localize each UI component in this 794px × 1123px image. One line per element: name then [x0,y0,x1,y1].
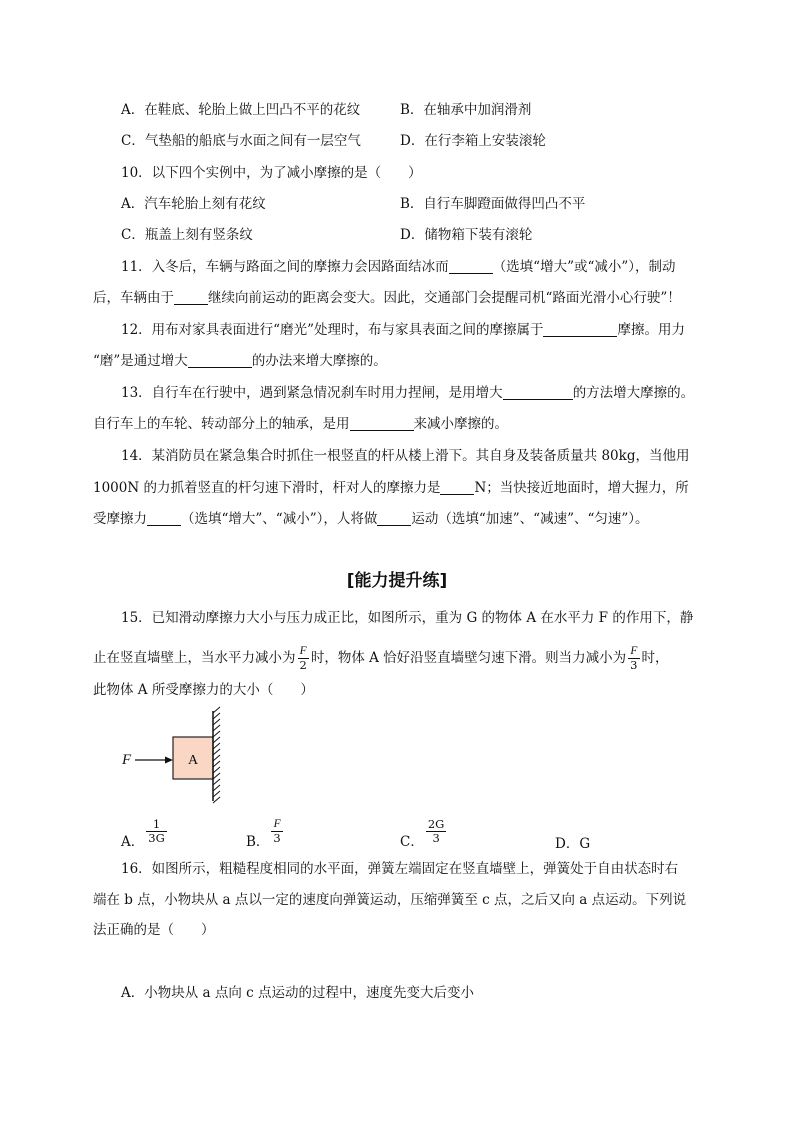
q14-blank-3[interactable] [377,511,411,526]
q15-option-c-fraction [426,818,447,845]
q11-blank-2[interactable] [174,290,208,305]
q14-text-5: （选填“增大”、“减小”），人将做 [181,511,378,527]
fraction-numerator: F [628,645,639,659]
q14-blank-2[interactable] [147,511,181,526]
q12-line2 [93,352,387,370]
q14-line1: 14．某消防员在紧急集合时抓住一根竖直的杆从楼上滑下。其自身及装备质量共 80kg，当他用 [121,448,690,464]
q15-line2 [93,638,669,678]
q12-line1 [121,321,685,339]
fraction-numerator: 2G [427,816,445,831]
q11-blank-1[interactable] [449,259,493,274]
q13-text-2: 的方法增大摩擦的。 [572,385,695,401]
q15-line3: 此物体 A 所受摩擦力的大小（ ） [93,682,314,698]
q9-option-a: A．在鞋底、轮胎上做上凹凸不平的花纹 [121,102,361,118]
fraction-numerator: F [298,645,309,659]
q16-line3: 法正确的是（ ） [93,922,215,938]
q15-option-a[interactable] [121,812,169,850]
q10-option-c: C．瓶盖上刻有竖条纹 [121,227,253,243]
fraction-denominator: 3 [630,658,638,672]
q12-text-4: 的办法来增大摩擦的。 [251,353,387,369]
q14-text-2: 1000N 的力抓着竖直的杆匀速下滑时，杆对人的摩擦力是 [93,480,441,496]
q12-blank-1[interactable] [543,322,617,337]
q13-blank-1[interactable] [503,385,573,400]
option-label: A． [121,834,145,850]
q15-figure [115,705,235,805]
fraction-denominator: 3G [148,830,165,845]
q13-blank-2[interactable] [350,416,414,431]
q15-text-4: 时， [641,650,669,666]
fraction-denominator: 3 [432,830,440,845]
q15-line1: 15．已知滑动摩擦力大小与压力成正比，如图所示，重为 G 的物体 A 在水平力 F 的作用下，静 [121,610,694,626]
q15-text-3: 时，物体 A 恰好沿竖直墙壁匀速下滑。则当力减小为 [310,650,627,666]
q14-text-6: 运动（选填“加速”、“减速”、“匀速”）。 [411,511,649,527]
fraction-numerator: F [271,818,282,832]
q15-text-2: 止在竖直墙壁上，当水平力减小为 [93,650,296,666]
q15-option-a-fraction [146,818,167,845]
q15-option-b[interactable] [246,812,285,850]
block-a-label: A [187,753,199,768]
q15-fraction-f-over-3 [628,645,639,672]
q9-option-d: D．在行李箱上安装滚轮 [400,133,546,149]
q13-text-4: 来减小摩擦的。 [413,416,508,432]
wall-hatching [213,707,220,803]
force-label: F [122,752,132,768]
q11-text-3: 后，车辆由于 [93,290,174,306]
q16-option-a[interactable]: A．小物块从 a 点向 c 点运动的过程中，速度先变大后变小 [121,985,475,1001]
q11-line1 [121,258,676,276]
force-arrow-head [165,757,173,764]
q14-text-4: 受摩擦力 [93,511,147,527]
section-title: [能力提升练] [346,571,448,591]
q14-line3 [93,510,649,528]
q13-text-3: 自行车上的车轮、转动部分上的轴承，是用 [93,416,350,432]
q12-text-3: “磨”是通过增大 [93,353,188,369]
q12-blank-2[interactable] [188,353,252,368]
option-label: C． [400,834,424,850]
q15-fraction-f-over-2 [298,645,309,672]
q16-line1: 16．如图所示，粗糙程度相同的水平面，弹簧左端固定在竖直墙壁上，弹簧处于自由状态时右 [121,861,679,877]
q13-line2 [93,415,508,433]
option-label: B． [246,834,270,850]
q9-option-b: B．在轴承中加润滑剂 [400,102,532,118]
q11-line2 [93,289,681,307]
q11-text-4: 继续向前运动的距离会变大。因此，交通部门会提醒司机“路面光滑小心行驶”！ [208,290,681,306]
q15-option-d[interactable]: D．G [555,836,591,852]
q12-text-1: 12．用布对家具表面进行“磨光”处理时，布与家具表面之间的摩擦属于 [121,322,544,338]
q11-text-2: （选填“增大”或“减小”），制动 [492,259,676,275]
q14-text-3: N；当快接近地面时，增大握力，所 [474,480,689,496]
q10-stem: 10．以下四个实例中，为了减小摩擦的是（ ） [121,165,422,181]
q15-option-c[interactable] [400,812,448,850]
q9-option-c: C．气垫船的船底与水面之间有一层空气 [121,133,361,149]
q16-line2: 端在 b 点，小物块从 a 点以一定的速度向弹簧运动，压缩弹簧至 c 点，之后又向 a 点运动。下列说 [93,892,687,908]
q14-blank-1[interactable] [440,480,474,495]
fraction-denominator: 2 [299,658,307,672]
fraction-numerator: 1 [146,818,167,832]
q15-option-b-fraction [271,818,282,845]
q10-option-d: D．储物箱下装有滚轮 [400,227,533,243]
q14-line2 [93,479,689,497]
q13-line1 [121,384,694,402]
q12-text-2: 摩擦。用力 [617,322,685,338]
fraction-denominator: 3 [273,830,281,845]
q13-text-1: 13．自行车在行驶中，遇到紧急情况刹车时用力捏闸，是用增大 [121,385,503,401]
q10-option-a: A．汽车轮胎上刻有花纹 [121,196,266,212]
q10-option-b: B．自行车脚蹬面做得凹凸不平 [400,196,586,212]
q11-text-1: 11．入冬后，车辆与路面之间的摩擦力会因路面结冰而 [121,259,449,275]
